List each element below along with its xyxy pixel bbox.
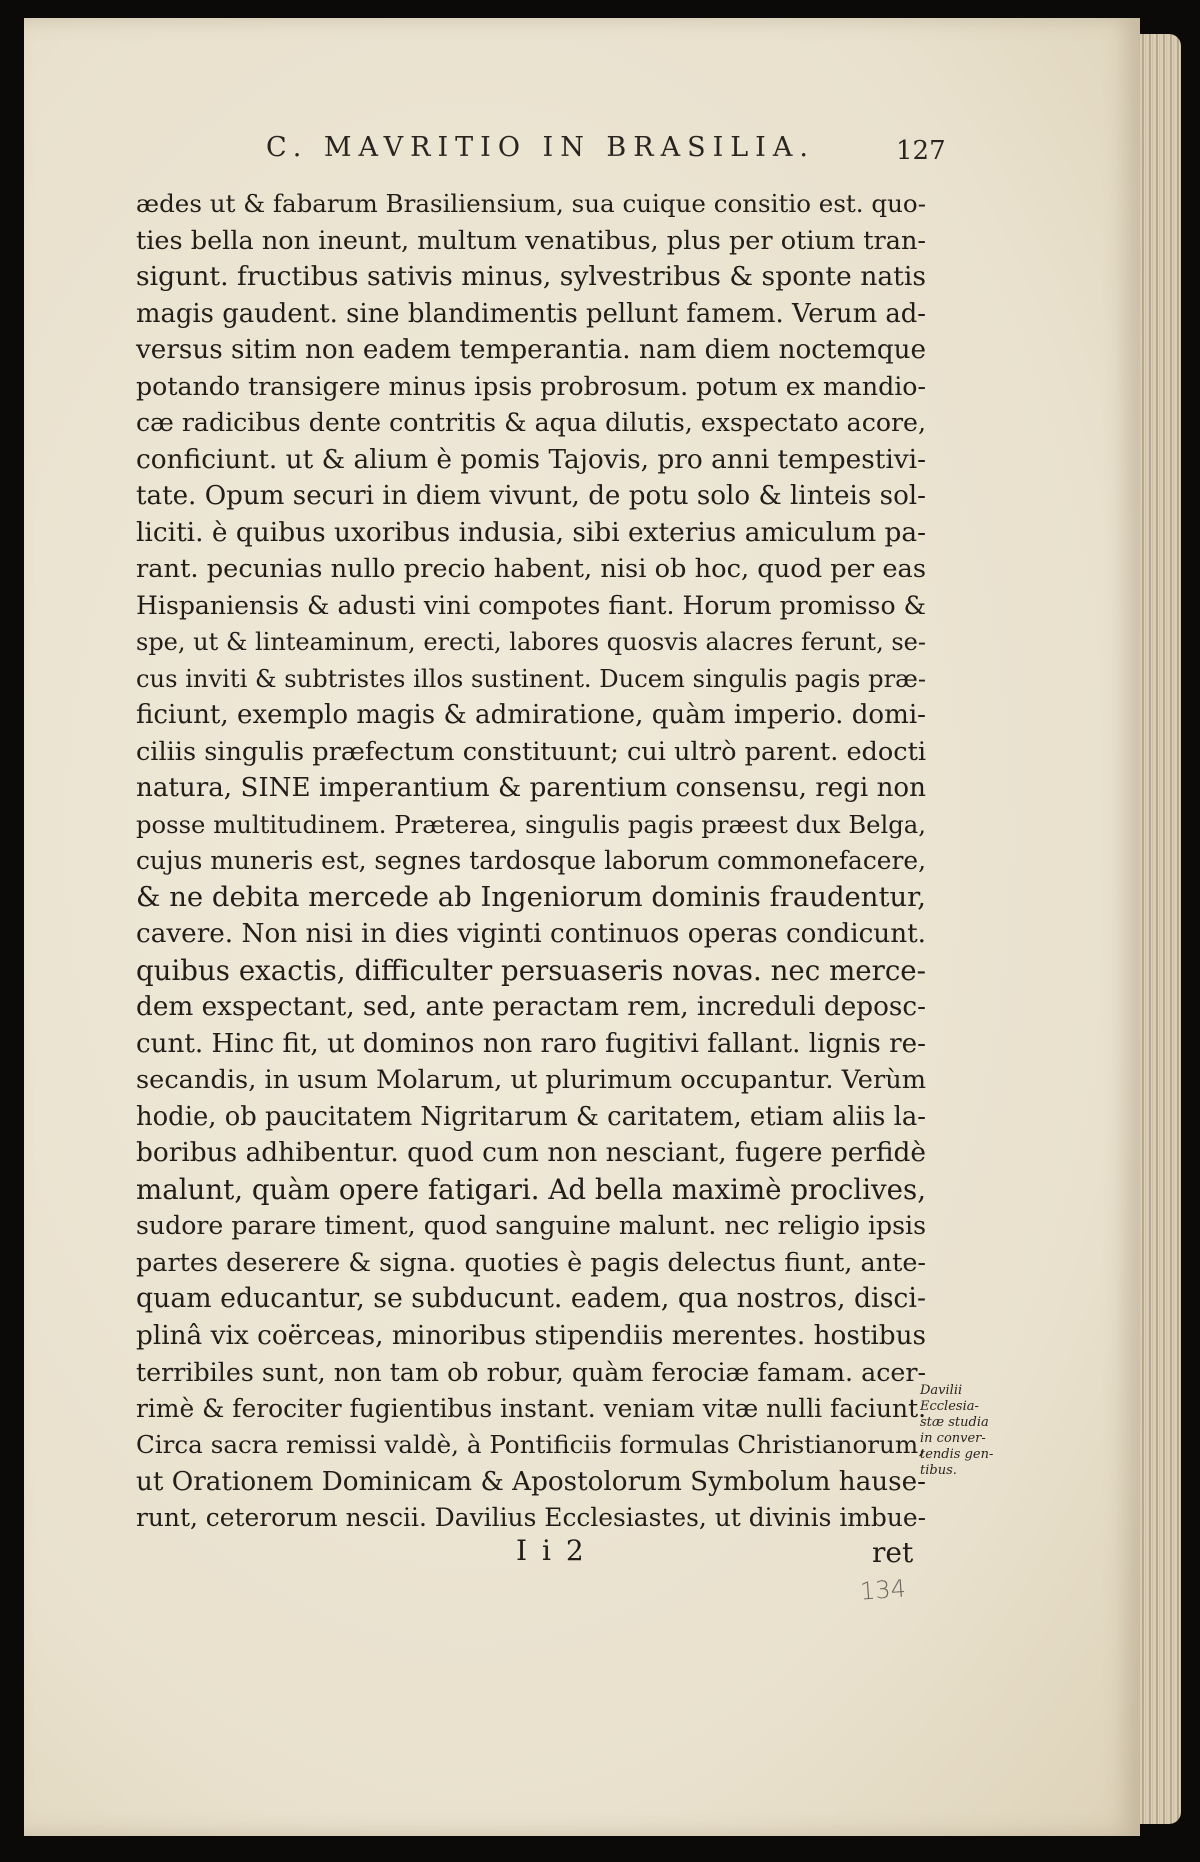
text-line: runt, ceterorum nescii. Davilius Ecclesiastes, ut divinis imbue- <box>136 1503 926 1532</box>
text-line: sigunt. fructibus sativis minus, sylvestribus & sponte natis <box>136 261 926 292</box>
text-line: dem exspectant, sed, ante peractam rem, increduli deposc- <box>136 992 926 1022</box>
body-text <box>136 186 926 1537</box>
text-line: cus inviti & subtristes illos sustinent. Ducem singulis pagis præ- <box>136 664 926 693</box>
text-line: ties bella non ineunt, multum venatibus, plus per otium tran- <box>136 225 926 256</box>
text-line: ædes ut & fabarum Brasiliensium, sua cuique consitio est. quo- <box>136 189 926 218</box>
page-number: 127 <box>896 136 946 166</box>
text-line: cavere. Non nisi in dies viginti continuos operas condicunt. <box>136 919 926 949</box>
signature-mark: I i 2 <box>516 1534 587 1567</box>
text-line: Hispaniensis & adusti vini compotes fiant. Horum promisso & <box>136 590 926 620</box>
text-line: liciti. è quibus uxoribus indusia, sibi exterius amiculum pa- <box>136 517 926 548</box>
text-line: ut Orationem Dominicam & Apostolorum Symbolum hause- <box>136 1466 926 1497</box>
text-line: boribus adhibentur. quod cum non nesciant, fugere perfidè <box>136 1138 926 1168</box>
marginal-note-line: in conver- <box>920 1431 986 1446</box>
text-line: potando transigere minus ipsis probrosum. potum ex mandio- <box>136 371 927 401</box>
text-line: partes deserere & signa. quoties è pagis delectus fiunt, ante- <box>136 1247 926 1278</box>
text-line: ficiunt, exemplo magis & admiratione, quàm imperio. domi- <box>136 700 926 730</box>
text-line: natura, SINE imperantium & parentium consensu, regi non <box>136 773 926 803</box>
text-line: cujus muneris est, segnes tardosque laborum commonefacere, <box>136 846 926 875</box>
text-line: Circa sacra remissi valdè, à Pontificiis formulas Christianorum, <box>136 1430 926 1459</box>
text-line: plinâ vix coërceas, minoribus stipendiis merentes. hostibus <box>136 1320 926 1351</box>
marginal-note-line: stæ studia <box>920 1415 989 1430</box>
text-line: versus sitim non eadem temperantia. nam diem noctemque <box>136 335 927 365</box>
text-line: rimè & ferociter fugientibus instant. veniam vitæ nulli faciunt. <box>136 1393 926 1423</box>
text-line: quam educantur, se subducunt. eadem, qua nostros, disci- <box>136 1283 926 1314</box>
text-line: spe, ut & linteaminum, erecti, labores quosvis alacres ferunt, se- <box>136 628 926 656</box>
catchword: ret <box>872 1536 914 1569</box>
marginal-note <box>920 1383 992 1479</box>
text-line: conficiunt. ut & alium è pomis Tajovis, pro anni tempestivi- <box>136 444 926 475</box>
text-line: cunt. Hinc fit, ut dominos non raro fugitivi fallant. lignis re- <box>136 1028 926 1059</box>
text-line: & ne debita mercede ab Ingeniorum dominis fraudentur, <box>136 881 926 913</box>
text-line: tate. Opum securi in diem vivunt, de potu solo & linteis sol- <box>136 481 926 511</box>
text-line: quibus exactis, difficulter persuaseris novas. nec merce- <box>136 953 926 987</box>
text-line: posse multitudinem. Præterea, singulis pagis præest dux Belga, <box>136 809 926 839</box>
text-line: rant. pecunias nullo precio habent, nisi ob hoc, quod per eas <box>136 554 926 584</box>
text-line: terribiles sunt, non tam ob robur, quàm ferociæ famam. acer- <box>136 1357 926 1387</box>
text-line: hodie, ob paucitatem Nigritarum & caritatem, etiam aliis la- <box>136 1101 926 1132</box>
text-line: secandis, in usum Molarum, ut plurimum occupantur. Verùm <box>136 1065 926 1095</box>
marginal-note-line: Ecclesia- <box>920 1399 979 1414</box>
marginal-note-line: tendis gen- <box>920 1447 994 1462</box>
text-line: cæ radicibus dente contritis & aqua dilutis, exspectato acore, <box>136 408 926 437</box>
text-line: malunt, quàm opere fatigari. Ad bella maximè proclives, <box>136 1172 926 1206</box>
running-head: C. MAVRITIO IN BRASILIA. <box>266 132 815 163</box>
text-line: ciliis singulis præfectum constituunt; cui ultrò parent. edocti <box>136 736 926 767</box>
text-line: sudore parare timent, quod sanguine malunt. nec religio ipsis <box>136 1211 926 1240</box>
marginal-note-line: Davilii <box>920 1383 963 1398</box>
marginal-note-line: tibus. <box>920 1463 957 1478</box>
text-line: magis gaudent. sine blandimentis pellunt famem. Verum ad- <box>136 298 926 329</box>
handwritten-folio-number: 134 <box>859 1574 907 1606</box>
